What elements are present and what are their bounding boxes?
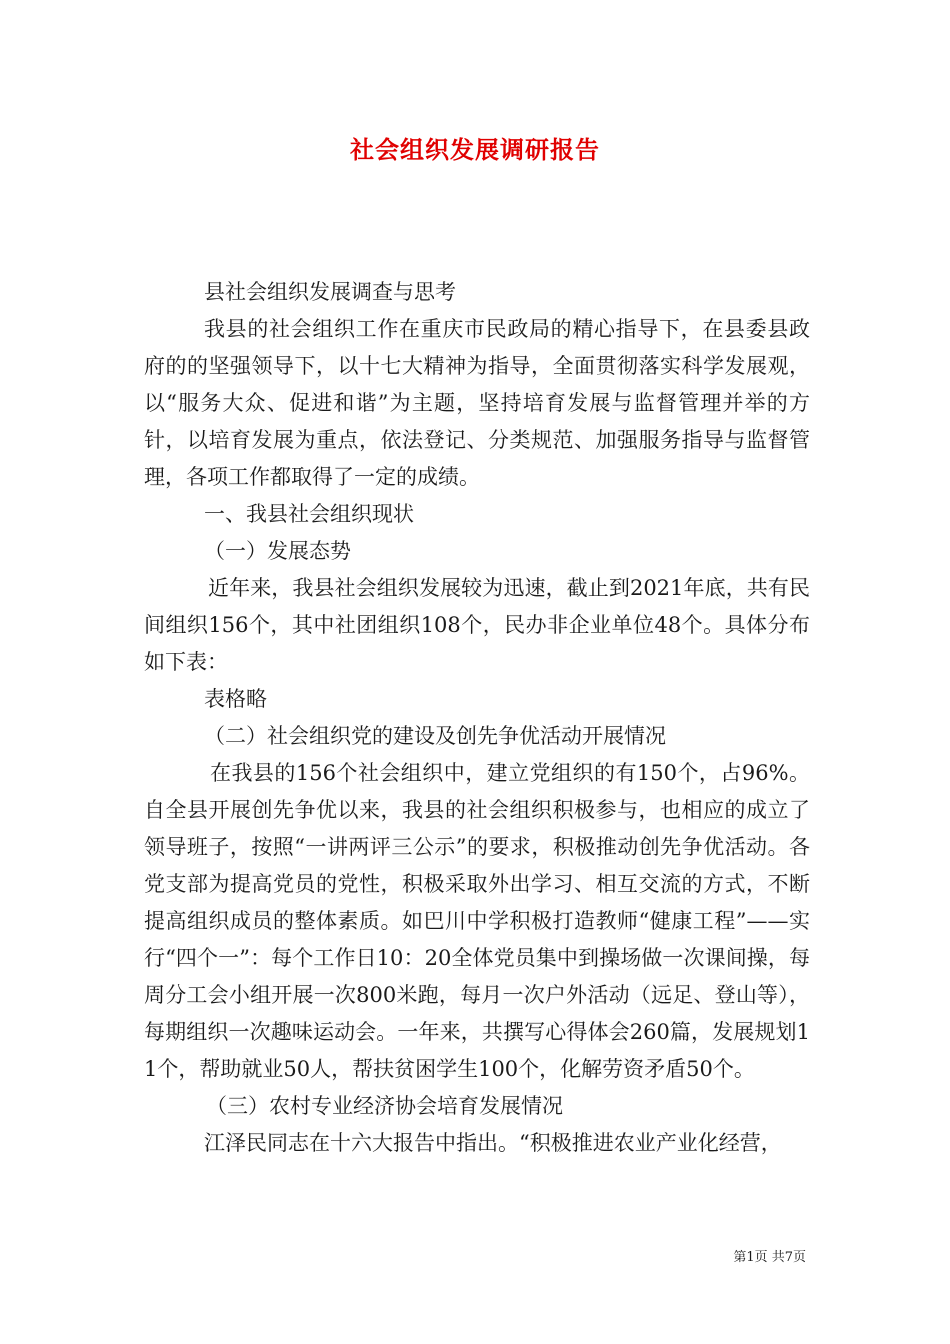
body-paragraph: 近年来，我县社会组织发展较为迅速，截止到2021年底，共有民间组织156个，其中社团组织108个，民办非企业单位48个。具体分布如下表： bbox=[144, 576, 810, 674]
subsection-heading-3: （三）农村专业经济协会培育发展情况 bbox=[206, 1094, 563, 1118]
document-title: 社会组织发展调研报告 bbox=[350, 135, 600, 164]
section-heading-1: 一、我县社会组织现状 bbox=[204, 502, 414, 526]
subsection-heading-1: （一）发展态势 bbox=[204, 539, 351, 563]
subsection-heading-2: （二）社会组织党的建设及创先争优活动开展情况 bbox=[204, 724, 666, 748]
intro-paragraph: 我县的社会组织工作在重庆市民政局的精心指导下，在县委县政府的的坚强领导下，以十七大精神为指导，全面贯彻落实科学发展观，以“服务大众、促进和谐”为主题，坚持培育发展与监督管理并举的方针，以培育发展为重点，依法登记、分类规范、加强服务指导与监督管理，各项工作都取得了一定的成绩。 bbox=[144, 317, 810, 489]
page-number-footer: 第1页 共7页 bbox=[733, 1250, 806, 1265]
table-omitted-note: 表格略 bbox=[204, 687, 267, 711]
body-paragraph: 在我县的156个社会组织中，建立党组织的有150个，占96%。自全县开展创先争优以来，我县的社会组织积极参与，也相应的成立了领导班子，按照“一讲两评三公示”的要求，积极推动创先争优活动。各党支部为提高党员的党性，积极采取外出学习、相互交流的方式，不断提高组织成员的整体素质。如巴川中学积极打造教师“健康工程”——实行“四个一”：每个工作日10：20全体党员集中到操场做一次课间操，每周分工会小组开展一次800米跑，每月一次户外活动（远足、登山等），每期组织一次趣味运动会。一年来，共撰写心得体会260篇，发展规划11个，帮助就业50人，帮扶贫困学生100个，化解劳资矛盾50个。 bbox=[144, 761, 810, 1081]
document-body bbox=[144, 274, 810, 1162]
body-paragraph: 江泽民同志在十六大报告中指出。“积极推进农业产业化经营， bbox=[204, 1131, 782, 1155]
subtitle-paragraph: 县社会组织发展调查与思考 bbox=[204, 280, 456, 304]
